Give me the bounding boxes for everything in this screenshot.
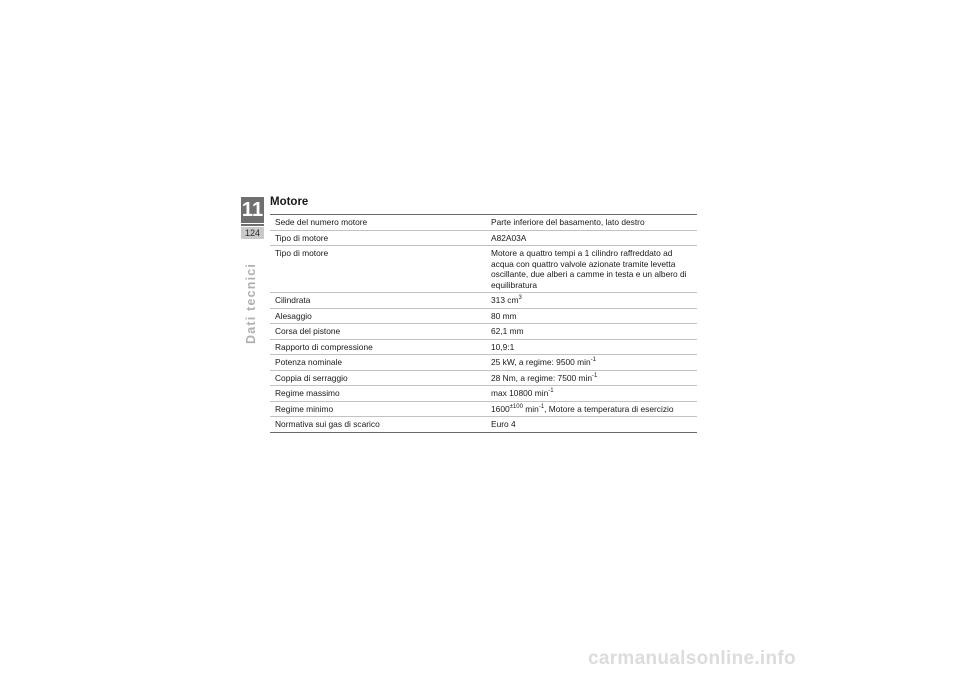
spec-label: Regime massimo bbox=[270, 386, 486, 402]
spec-label: Coppia di serraggio bbox=[270, 370, 486, 386]
chapter-divider bbox=[241, 224, 264, 226]
spec-table bbox=[270, 214, 697, 433]
section-title: Motore bbox=[270, 196, 309, 208]
spec-value: 28 Nm, a regime: 7500 $\min^{-1}$ bbox=[486, 370, 697, 386]
table-row bbox=[270, 215, 697, 231]
table-row bbox=[270, 370, 697, 386]
spec-value: Parte inferiore del basamento, lato destro bbox=[486, 215, 697, 231]
chapter-number: 11 bbox=[241, 199, 264, 221]
spec-label: Regime minimo bbox=[270, 401, 486, 417]
watermark: carmanualsonline.info bbox=[588, 648, 796, 669]
spec-label: Cilindrata bbox=[270, 293, 486, 309]
spec-label: Sede del numero motore bbox=[270, 215, 486, 231]
spec-value: 80 mm bbox=[486, 308, 697, 324]
page-number: 124 bbox=[241, 227, 264, 239]
spec-value: Motore a quattro tempi a 1 cilindro raffreddato ad acqua con quattro valvole azionate tramite levetta oscillante, due alberi a camme in testa e un albero di equilibratura bbox=[486, 246, 697, 293]
spec-value: $1600^{\pm 100}$ $\min^{-1}$, Motore a temperatura di esercizio bbox=[486, 401, 697, 417]
table-row bbox=[270, 230, 697, 246]
table-row bbox=[270, 293, 697, 309]
chapter-label: Dati tecnici bbox=[244, 262, 258, 344]
chapter-tab bbox=[241, 197, 264, 239]
table-row bbox=[270, 308, 697, 324]
spec-label: Normativa sui gas di scarico bbox=[270, 417, 486, 433]
spec-value: 62,1 mm bbox=[486, 324, 697, 340]
spec-value: Euro 4 bbox=[486, 417, 697, 433]
spec-value: max 10800 $\min^{-1}$ bbox=[486, 386, 697, 402]
table-row bbox=[270, 386, 697, 402]
spec-label: Tipo di motore bbox=[270, 246, 486, 293]
spec-label: Rapporto di compressione bbox=[270, 339, 486, 355]
spec-label: Potenza nominale bbox=[270, 355, 486, 371]
table-row bbox=[270, 324, 697, 340]
table-row bbox=[270, 355, 697, 371]
table-row bbox=[270, 339, 697, 355]
table-row bbox=[270, 417, 697, 433]
spec-value: 25 kW, a regime: 9500 $\min^{-1}$ bbox=[486, 355, 697, 371]
spec-label: Corsa del pistone bbox=[270, 324, 486, 340]
spec-label: Tipo di motore bbox=[270, 230, 486, 246]
spec-value: 10,9:1 bbox=[486, 339, 697, 355]
spec-value: A82A03A bbox=[486, 230, 697, 246]
spec-label: Alesaggio bbox=[270, 308, 486, 324]
spec-value: 313 $cm^3$ bbox=[486, 293, 697, 309]
table-row bbox=[270, 246, 697, 293]
table-row bbox=[270, 401, 697, 417]
